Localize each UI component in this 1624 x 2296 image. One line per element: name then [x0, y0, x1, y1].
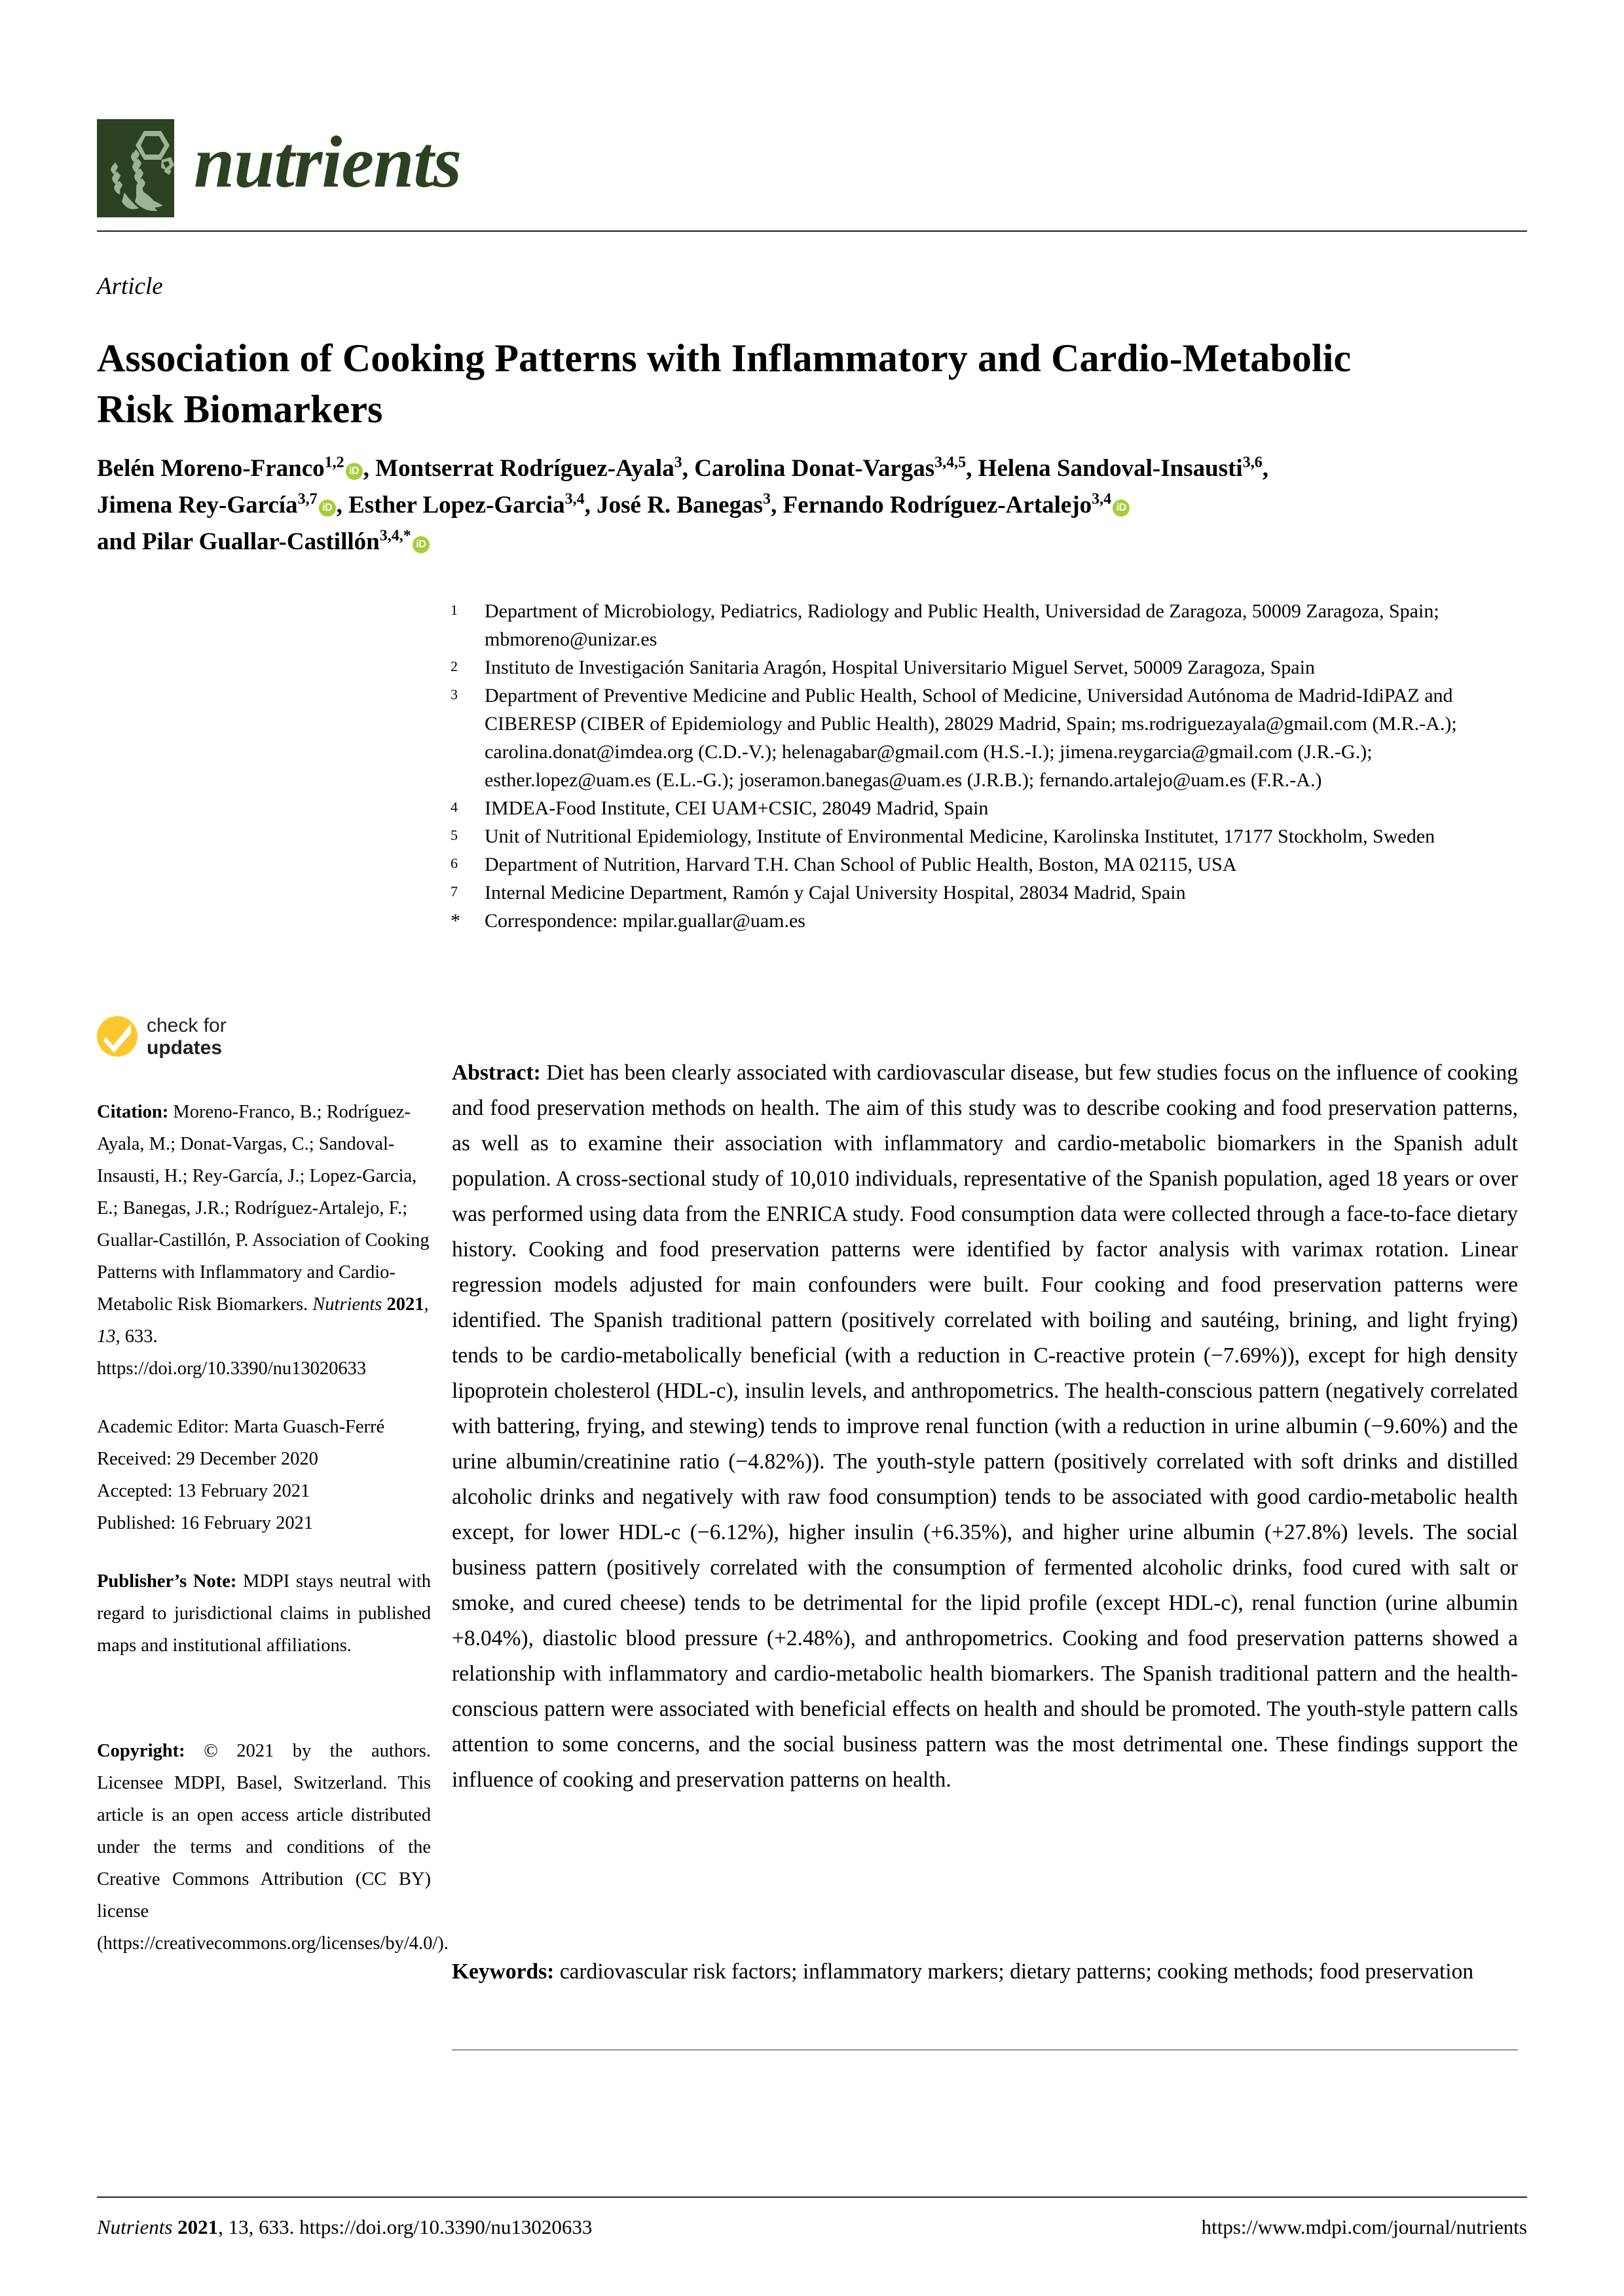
author-affil-sup: 3,7	[297, 490, 318, 508]
affiliation-item	[451, 794, 1518, 822]
author-separator: ,	[1262, 455, 1268, 482]
keywords-text: cardiovascular risk factors; inflammatory markers; dietary patterns; cooking methods; food preservation	[554, 1959, 1474, 1984]
correspondence-item	[451, 907, 1518, 935]
author-affil-sup: 3	[674, 454, 682, 471]
page-title: Association of Cooking Patterns with Inflammatory and Cardio-Metabolic Risk Biomarkers	[97, 337, 1352, 431]
accepted-date: Accepted: 13 February 2021	[97, 1481, 310, 1501]
author-name: and Pilar Guallar-Castillón	[97, 528, 380, 555]
author-name: , Esther Lopez-Garcia	[336, 492, 565, 519]
copyright-label: Copyright:	[97, 1741, 185, 1761]
affiliation-number: 1	[451, 602, 458, 618]
citation-page: 633	[124, 1326, 153, 1347]
author-name: , Helena Sandoval-Insausti	[966, 455, 1243, 482]
citation-volume: 13	[97, 1326, 116, 1347]
affiliation-number: 4	[451, 799, 458, 815]
author-affil-sup: 3,4,*	[379, 527, 411, 545]
academic-editor: Academic Editor: Marta Guasch-Ferré	[97, 1417, 385, 1437]
footer-divider	[97, 2196, 1527, 2198]
author-name: Jimena Rey-García	[97, 492, 298, 519]
affiliation-text: Instituto de Investigación Sanitaria Aragón, Hospital Universitario Miguel Servet, 50009 Zaragoza, Spain	[485, 657, 1316, 678]
sidebar	[97, 1013, 449, 1959]
abstract-label: Abstract:	[452, 1061, 541, 1085]
article-type-label: Article	[97, 273, 163, 300]
citation-block: Citation: Moreno-Franco, B.; Rodríguez-Ayala, M.; Donat-Vargas, C.; Sandoval-Insausti, H.; Rey-García, J.; Lopez-Garcia, E.; Banegas, J.R.; Rodríguez-Artalejo, F.; Guallar-Castillón, P. Association of Cooking Patterns with Inflammatory and Cardio-Metabolic Risk Biomarkers. Nutrients 2021, 13, 633. https://doi.org/10.3390/nu13020633	[97, 1102, 430, 1379]
footer-citation	[97, 2214, 592, 2240]
author-affil-sup: 3,6	[1242, 454, 1263, 471]
affiliation-item	[451, 822, 1518, 850]
correspondence-marker: *	[451, 910, 460, 932]
citation-doi-link[interactable]: https://doi.org/10.3390/nu13020633	[97, 1358, 367, 1379]
publishers-note-text: MDPI stays neutral with regard to jurisdictional claims in published maps and institutional affiliations.	[97, 1571, 431, 1656]
editorial-dates-block	[97, 1411, 431, 1539]
orcid-icon[interactable]: iD	[319, 500, 336, 517]
affiliation-item	[451, 879, 1518, 907]
copyright-text: © 2021 by the authors. Licensee MDPI, Basel, Switzerland. This article is an open access article distributed under the terms and conditions of the Creative Commons Attribution (CC BY) license (https://creativecommons.org/licenses/by/4.0/).	[97, 1741, 449, 1954]
author-name: , José R. Banegas	[584, 492, 763, 519]
check-for-updates-label	[147, 1015, 227, 1059]
cfu-line-1: check for	[147, 1015, 227, 1036]
journal-name: nutrients	[194, 122, 462, 203]
author-name: , Montserrat Rodríguez-Ayala	[363, 455, 674, 482]
affiliation-item	[451, 653, 1518, 682]
abstract-text: Diet has been clearly associated with cardiovascular disease, but few studies focus on the influence of cooking and food preservation methods on health. The aim of this study was to describe cooking and food preservation patterns, as well as to examine their association with inflammatory and cardio-metabolic biomarkers in the Spanish adult population. A cross-sectional study of 10,010 individuals, representative of the Spanish population, aged 18 years or over was performed using data from the ENRICA study. Food consumption data were collected through a face-to-face dietary history. Cooking and food preservation patterns were identified by factor analysis with varimax rotation. Linear regression models adjusted for main confounders were built. Four cooking and food preservation patterns were identified. The Spanish traditional pattern (positively correlated with boiling and sautéing, brining, and light frying) tends to be cardio-metabolically beneficial (with a reduction in C-reactive protein (−7.69%)), except for high density lipoprotein cholesterol (HDL-c), insulin levels, and anthropometrics. The health-conscious pattern (negatively correlated with battering, frying, and stewing) tends to improve renal function (with a reduction in urine albumin (−9.60%) and the urine albumin/creatinine ratio (−4.82%)). The youth-style pattern (positively correlated with soft drinks and distilled alcoholic drinks and negatively with raw food consumption) tends to be associated with good cardio-metabolic health except, for lower HDL-c (−6.12%), higher insulin (+6.35%), and higher urine albumin (+27.8%) levels. The social business pattern (positively correlated with the consumption of fermented alcoholic drinks, food cured with salt or smoke, and cured cheese) tends to be detrimental for the lipid profile (except HDL-c), renal function (urine albumin +8.04%), diastolic blood pressure (+2.48%), and anthropometrics. Cooking and food preservation patterns showed a relationship with inflammatory and cardio-metabolic health biomarkers. The Spanish traditional pattern and the health-conscious pattern were associated with beneficial effects on health and should be promoted. The youth-style pattern calls attention to some concerns, and the social business pattern was the most detrimental one. These findings support the influence of cooking and preservation patterns on health.	[452, 1061, 1518, 1792]
affiliation-text: IMDEA-Food Institute, CEI UAM+CSIC, 28049 Madrid, Spain	[485, 797, 989, 819]
affiliation-item	[451, 597, 1518, 653]
footer-journal-url[interactable]: https://www.mdpi.com/journal/nutrients	[1201, 2215, 1527, 2238]
affiliation-number: 2	[451, 658, 458, 674]
orcid-icon[interactable]: iD	[1113, 500, 1130, 517]
affiliation-text: Department of Preventive Medicine and Public Health, School of Medicine, Universidad Autónoma de Madrid-IdiPAZ and CIBERESP (CIBER of Epidemiology and Public Health), 28029 Madrid, Spain; ms.rodriguezayala@gmail.com (M.R.-A.); carolina.donat@imdea.org (C.D.-V.); helenagabar@gmail.com (H.S.-I.); jimena.reygarcia@gmail.com (J.R.-G.); esther.lopez@uam.es (E.L.-G.); joseramon.banegas@uam.es (J.R.B.); fernando.artalejo@uam.es (F.R.-A.)	[485, 685, 1457, 791]
author-name: , Carolina Donat-Vargas	[682, 455, 935, 482]
author-affil-sup: 3,4,5	[934, 454, 967, 471]
affiliation-list	[451, 597, 1518, 935]
author-list	[97, 450, 1528, 560]
affiliation-text: Department of Microbiology, Pediatrics, Radiology and Public Health, Universidad de Zaragoza, 50009 Zaragoza, Spain; mbmoreno@unizar.es	[485, 600, 1439, 650]
author-affil-sup: 3,4	[564, 490, 585, 508]
correspondence-text: Correspondence: mpilar.guallar@uam.es	[485, 910, 805, 932]
received-date: Received: 29 December 2020	[97, 1449, 318, 1469]
abstract-bottom-divider	[452, 2049, 1518, 2050]
orcid-icon[interactable]: iD	[413, 536, 430, 553]
affiliation-item	[451, 682, 1518, 794]
abstract-section	[452, 1055, 1518, 1798]
author-name: , Fernando Rodríguez-Artalejo	[771, 492, 1092, 519]
citation-authors-title: Moreno-Franco, B.; Rodríguez-Ayala, M.; Donat-Vargas, C.; Sandoval-Insausti, H.; Rey-García, J.; Lopez-Garcia, E.; Banegas, J.R.; Rodríguez-Artalejo, F.; Guallar-Castillón, P. Association of Cooking Patterns with Inflammatory and Cardio-Metabolic Risk Biomarkers.	[97, 1102, 430, 1315]
affiliation-number: 6	[451, 855, 458, 871]
citation-label: Citation:	[97, 1102, 169, 1122]
check-for-updates-badge[interactable]	[97, 1013, 293, 1065]
masthead-divider	[97, 230, 1527, 232]
cfu-line-2: updates	[147, 1037, 223, 1059]
affiliation-item	[451, 850, 1518, 879]
orcid-icon[interactable]: iD	[346, 463, 363, 480]
citation-journal: Nutrients	[312, 1294, 382, 1315]
published-date: Published: 16 February 2021	[97, 1513, 314, 1533]
journal-masthead	[97, 119, 1527, 230]
publishers-note-block	[97, 1565, 431, 1662]
affiliation-text: Department of Nutrition, Harvard T.H. Chan School of Public Health, Boston, MA 02115, USA	[485, 854, 1237, 875]
footer-citation-rest: , 13, 633. https://doi.org/10.3390/nu13020633	[218, 2215, 593, 2238]
affiliation-number: 7	[451, 883, 458, 900]
affiliation-number: 3	[451, 686, 458, 702]
keywords-section	[452, 1954, 1518, 1990]
author-name: Belén Moreno-Franco	[97, 455, 325, 482]
author-affil-sup: 1,2	[324, 454, 344, 471]
affiliation-text: Internal Medicine Department, Ramón y Cajal University Hospital, 28034 Madrid, Spain	[485, 882, 1186, 903]
author-affil-sup: 3,4	[1092, 490, 1112, 508]
footer-journal: Nutrients	[97, 2215, 173, 2238]
nutrients-logo-icon	[97, 119, 174, 217]
yellow-check-circle-icon	[97, 1016, 138, 1057]
affiliation-number: 5	[451, 827, 458, 843]
publishers-note-label: Publisher’s Note:	[97, 1571, 237, 1592]
author-affil-sup: 3	[763, 490, 771, 508]
copyright-block	[97, 1735, 449, 1959]
citation-year: 2021	[386, 1294, 424, 1315]
affiliation-text: Unit of Nutritional Epidemiology, Institute of Environmental Medicine, Karolinska Institutet, 17177 Stockholm, Sweden	[485, 826, 1435, 847]
keywords-label: Keywords:	[452, 1959, 555, 1984]
footer-year: 2021	[177, 2215, 219, 2238]
